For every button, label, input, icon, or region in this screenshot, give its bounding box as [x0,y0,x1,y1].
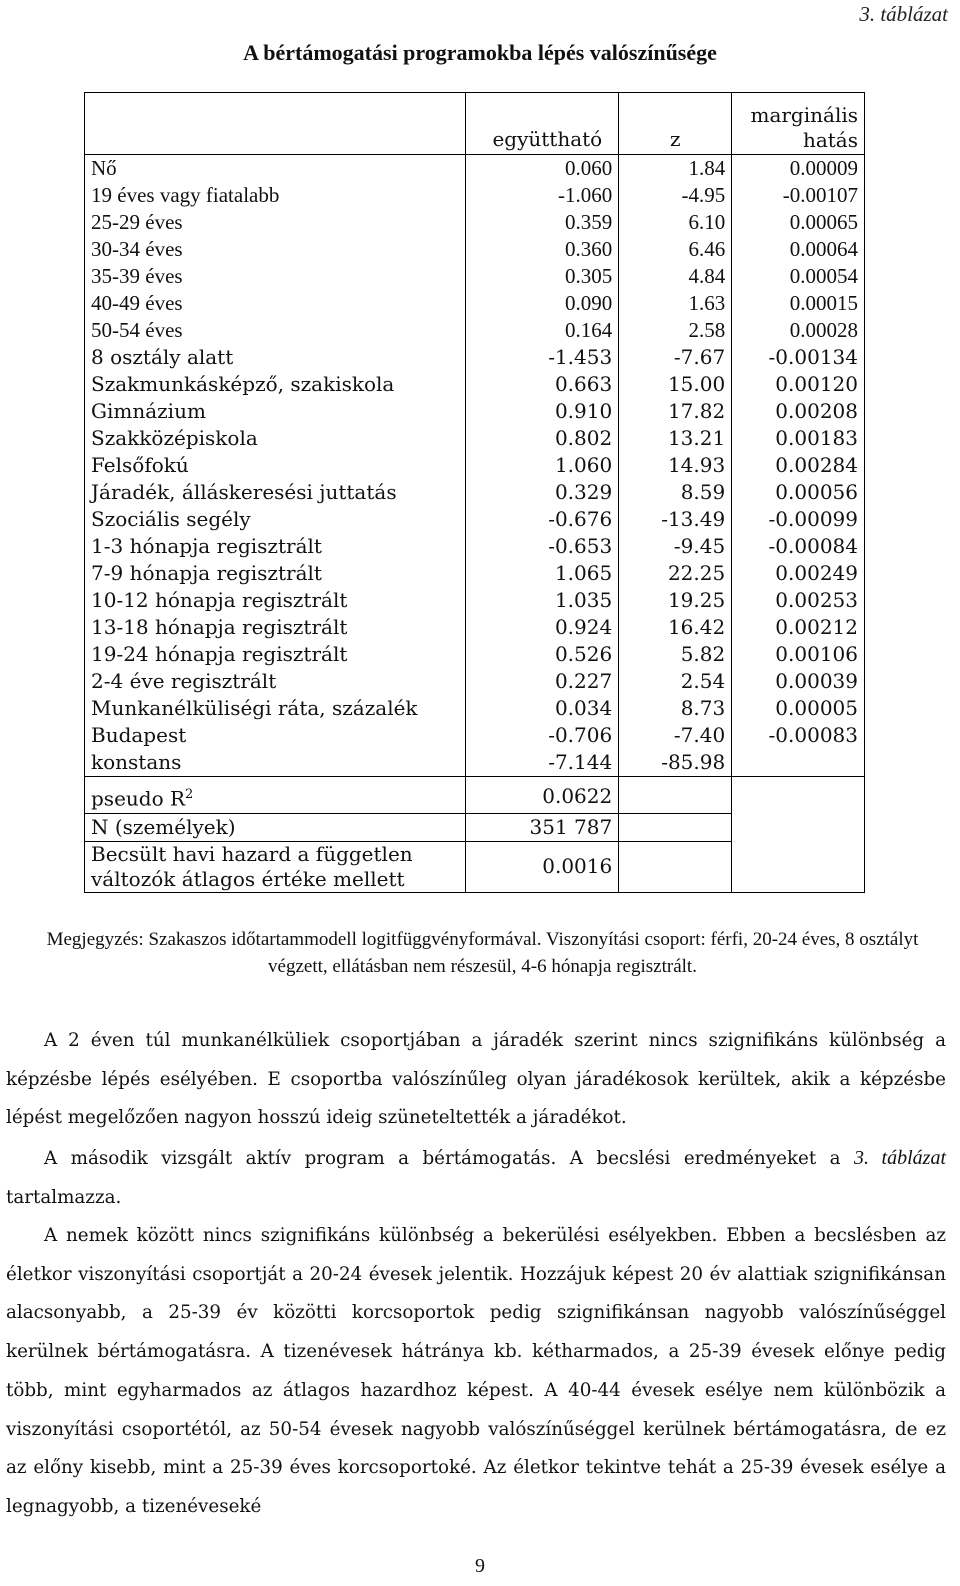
pseudo-r2-value: 0.0622 [465,777,618,814]
table-body [85,155,865,777]
table-note: Megjegyzés: Szakaszos időtartammodell logitfüggvényformával. Viszonyítási csoport: férfi, 20-24 éves, 8 osztályt végzett, ellátásban nem részesül, 4-6 hónapja regisztrált. [46,929,919,977]
row-coefficient: 0.360 [465,236,618,263]
row-marginal-effect: -0.00107 [732,182,865,209]
row-marginal-effect: 0.00009 [732,155,865,183]
row-marginal-effect: 0.00065 [732,209,865,236]
row-marginal-effect: 0.00249 [732,560,865,587]
row-z-value: 2.54 [619,668,732,695]
empty-cell [619,777,732,814]
table-row [85,290,865,317]
row-marginal-effect: -0.00134 [732,344,865,371]
row-label: konstans [85,749,466,777]
row-z-value: -13.49 [619,506,732,533]
table-header-row [85,93,865,155]
row-marginal-effect: 0.00015 [732,290,865,317]
row-coefficient: 0.305 [465,263,618,290]
row-marginal-effect: 0.00183 [732,425,865,452]
row-coefficient: 0.227 [465,668,618,695]
hazard-value: 0.0016 [465,841,618,892]
table-row [85,722,865,749]
row-label: 13-18 hónapja regisztrált [85,614,466,641]
row-z-value: -7.40 [619,722,732,749]
table-row [85,587,865,614]
row-label: 30-34 éves [85,236,466,263]
row-z-value: -4.95 [619,182,732,209]
table-row [85,182,865,209]
row-z-value: -85.98 [619,749,732,777]
header-z: z [619,93,732,155]
table-row [85,425,865,452]
row-coefficient: -7.144 [465,749,618,777]
table-row [85,668,865,695]
row-marginal-effect: 0.00120 [732,371,865,398]
table-row [85,506,865,533]
table-row [85,749,865,777]
row-label: 50-54 éves [85,317,466,344]
row-z-value: 1.63 [619,290,732,317]
header-marginal-line2: hatás [802,128,858,152]
table-row [85,344,865,371]
row-label: 25-29 éves [85,209,466,236]
table-row [85,236,865,263]
stats-row-pseudo-r2 [85,777,865,814]
page-number: 9 [475,1555,485,1577]
paragraph-3: A nemek között nincs szignifikáns különbség a bekerülési esélyekben. Ebben a becslésben az életkor viszonyítási csoportját a 20-24 évesek jelentik. Hozzájuk képest 20 év alattiak szignifikánsan alacsonyabb, a 25-39 év közötti korcsoportok pedig szignifikánsan nagyobb valószínűséggel kerülnek bértámogatásra. A tizenévesek hátránya kb. kétharmados, a 25-39 évesek előnye pedig több, mint egyharmados az átlagos hazardhoz képest. A 40-44 évesek esélye nem különbözik a viszonyítási csoportétól, az 50-54 évesek nagyobb valószínűséggel kerülnek bértámogatásra, de ez az előny kisebb, mint a 25-39 éves korcsoportoké. Az életkor tekintve tehát a 25-39 évesek esélye a legnagyobb, a tizenéveseké [6,1225,946,1517]
row-marginal-effect: 0.00054 [732,263,865,290]
table-row [85,641,865,668]
stats-row-n [85,813,865,841]
row-label: 19-24 hónapja regisztrált [85,641,466,668]
row-coefficient: 0.526 [465,641,618,668]
table-row [85,317,865,344]
row-marginal-effect: 0.00064 [732,236,865,263]
row-marginal-effect: -0.00084 [732,533,865,560]
row-label: 7-9 hónapja regisztrált [85,560,466,587]
row-marginal-effect: 0.00208 [732,398,865,425]
row-marginal-effect: -0.00083 [732,722,865,749]
stats-row-hazard [85,841,865,892]
row-z-value: 2.58 [619,317,732,344]
row-coefficient: 0.910 [465,398,618,425]
row-coefficient: 0.164 [465,317,618,344]
row-z-value: 13.21 [619,425,732,452]
pseudo-r2-label: pseudo $R^2$ [85,777,466,814]
row-marginal-effect: 0.00056 [732,479,865,506]
row-coefficient: 0.663 [465,371,618,398]
row-marginal-effect [732,749,865,777]
row-z-value: 22.25 [619,560,732,587]
table-row [85,398,865,425]
row-coefficient: 1.035 [465,587,618,614]
header-marginal-effect [732,93,865,155]
row-marginal-effect: 0.00284 [732,452,865,479]
row-marginal-effect: 0.00039 [732,668,865,695]
row-z-value: 8.73 [619,695,732,722]
table-stats [85,777,865,893]
row-coefficient: -0.653 [465,533,618,560]
row-label: Szakmunkásképző, szakiskola [85,371,466,398]
header-variable [85,93,466,155]
table-row [85,452,865,479]
row-label: Munkanélküliségi ráta, százalék [85,695,466,722]
row-label: 10-12 hónapja regisztrált [85,587,466,614]
row-coefficient: -1.060 [465,182,618,209]
empty-cell [732,841,865,892]
hazard-label: Becsült havi hazard a független változók átlagos értéke mellett [85,841,466,892]
table-row [85,155,865,183]
row-z-value: 1.84 [619,155,732,183]
row-label: Járadék, álláskeresési juttatás [85,479,466,506]
table-row [85,560,865,587]
table-row [85,614,865,641]
row-z-value: 15.00 [619,371,732,398]
table-row [85,263,865,290]
row-z-value: 4.84 [619,263,732,290]
table-row [85,533,865,560]
row-label: 19 éves vagy fiatalabb [85,182,466,209]
empty-cell [619,813,732,841]
n-value: 351 787 [465,813,618,841]
row-coefficient: 0.090 [465,290,618,317]
row-label: 2-4 éve regisztrált [85,668,466,695]
row-z-value: 17.82 [619,398,732,425]
row-label: 1-3 hónapja regisztrált [85,533,466,560]
table-reference: 3. táblázat [853,1147,947,1169]
row-z-value: 6.46 [619,236,732,263]
row-label: 8 osztály alatt [85,344,466,371]
empty-cell [732,813,865,841]
table-label: 3. táblázat [859,2,948,26]
row-coefficient: -1.453 [465,344,618,371]
row-label: Gimnázium [85,398,466,425]
row-marginal-effect: 0.00005 [732,695,865,722]
header-marginal-line1: marginális [750,103,858,127]
row-label: Nő [85,155,466,183]
table-row [85,695,865,722]
row-marginal-effect: 0.00253 [732,587,865,614]
row-coefficient: 0.329 [465,479,618,506]
table-row [85,479,865,506]
row-z-value: 5.82 [619,641,732,668]
row-coefficient: 1.060 [465,452,618,479]
row-label: 35-39 éves [85,263,466,290]
row-marginal-effect: 0.00106 [732,641,865,668]
row-coefficient: -0.706 [465,722,618,749]
table-row [85,371,865,398]
row-z-value: 16.42 [619,614,732,641]
row-coefficient: 0.034 [465,695,618,722]
paragraph-2: A második vizsgált aktív program a bértámogatás. A becslési eredményeket a 3. táblázat tartalmazza. [6,1147,947,1208]
row-label: Szociális segély [85,506,466,533]
table-title: A bértámogatási programokba lépés valószínűsége [243,40,717,65]
row-coefficient: 1.065 [465,560,618,587]
row-label: Felsőfokú [85,452,466,479]
table-row [85,209,865,236]
row-z-value: -9.45 [619,533,732,560]
row-coefficient: -0.676 [465,506,618,533]
row-z-value: 14.93 [619,452,732,479]
row-coefficient: 0.802 [465,425,618,452]
row-marginal-effect: 0.00028 [732,317,865,344]
row-marginal-effect: -0.00099 [732,506,865,533]
row-z-value: -7.67 [619,344,732,371]
row-coefficient: 0.924 [465,614,618,641]
results-table [84,92,865,893]
row-marginal-effect: 0.00212 [732,614,865,641]
row-label: Budapest [85,722,466,749]
row-z-value: 8.59 [619,479,732,506]
empty-cell [619,841,732,892]
n-label: N (személyek) [85,813,466,841]
header-coefficient: együttható [465,93,618,155]
row-label: 40-49 éves [85,290,466,317]
row-coefficient: 0.359 [465,209,618,236]
row-z-value: 19.25 [619,587,732,614]
row-coefficient: 0.060 [465,155,618,183]
paragraph-1: A 2 éven túl munkanélküliek csoportjában a járadék szerint nincs szignifikáns különbség a képzésbe lépés esélyében. E csoportba valószínűleg olyan járadékosok kerültek, akik a képzésbe lépést megelőzően nagyon hosszú ideig szüneteltették a járadékot. [6,1030,946,1129]
empty-cell [732,777,865,814]
row-label: Szakközépiskola [85,425,466,452]
row-z-value: 6.10 [619,209,732,236]
